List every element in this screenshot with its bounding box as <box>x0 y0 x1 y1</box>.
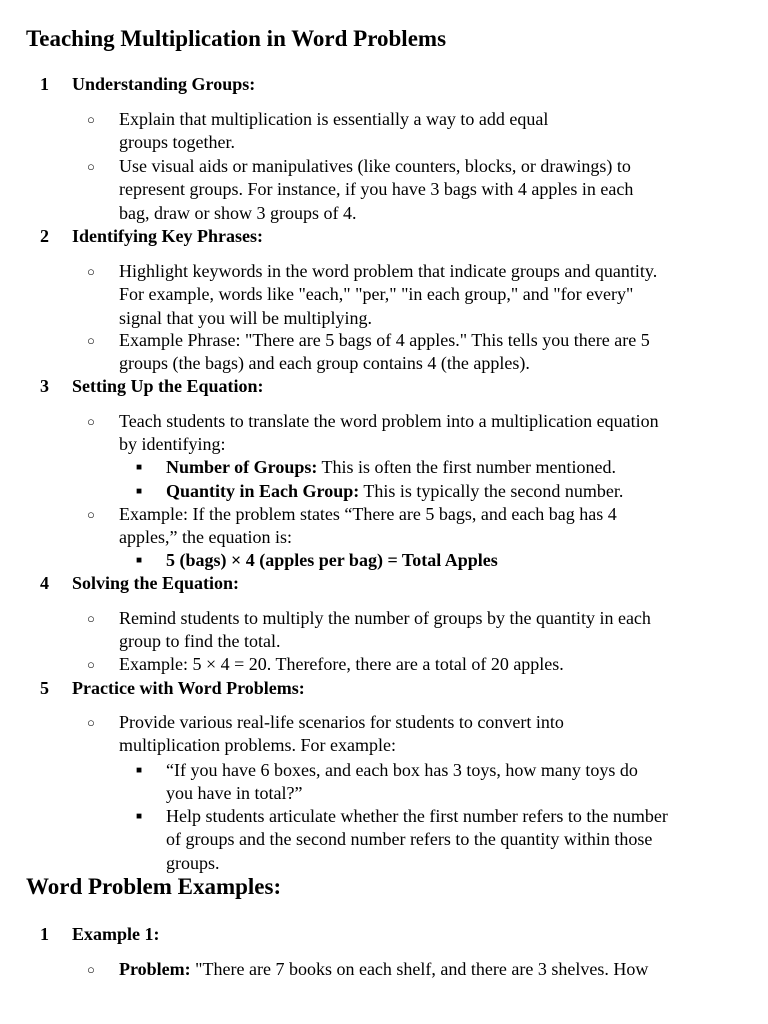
list-item-line: Example Phrase: "There are 5 bags of 4 apples." This tells you there are 5 <box>119 330 650 350</box>
list-item <box>119 503 749 550</box>
section-number: 5 <box>40 678 49 698</box>
circle-bullet-icon: ○ <box>87 611 95 626</box>
circle-bullet-icon: ○ <box>87 264 95 279</box>
square-bullet-icon: ■ <box>136 811 143 822</box>
section-number: 1 <box>40 74 49 94</box>
list-item <box>119 108 749 155</box>
circle-bullet-icon: ○ <box>87 507 95 522</box>
list-subitem-line: you have in total?” <box>166 783 303 804</box>
list-item-line: groups together. <box>119 132 235 153</box>
list-item <box>119 155 749 225</box>
list-item-line: bag, draw or show 3 groups of 4. <box>119 202 357 223</box>
list-subitem-line: of groups and the second number refers to the quantity within those <box>166 829 653 850</box>
circle-bullet-icon: ○ <box>87 414 95 429</box>
example-title: Example 1: <box>72 924 160 944</box>
list-item-line: Provide various real-life scenarios for students to convert into <box>119 712 564 732</box>
section-number: 2 <box>40 226 49 246</box>
example-number: 1 <box>40 924 49 944</box>
list-subitem <box>166 480 756 503</box>
list-item-line: represent groups. For instance, if you have 3 bags with 4 apples in each <box>119 179 634 200</box>
problem-text: "There are 7 books on each shelf, and there are 3 shelves. How <box>190 959 649 979</box>
subitem-text: This is typically the second number. <box>359 481 624 501</box>
list-subitem-equation <box>166 549 756 572</box>
list-item <box>119 329 749 376</box>
examples-heading: Word Problem Examples: <box>26 874 282 899</box>
section-title-understanding-groups: Understanding Groups: <box>72 74 256 94</box>
list-item-line: group to find the total. <box>119 631 281 652</box>
list-subitem-line: Help students articulate whether the first number refers to the number <box>166 806 668 826</box>
list-item <box>119 607 749 654</box>
list-subitem-line: “If you have 6 boxes, and each box has 3 toys, how many toys do <box>166 760 638 780</box>
square-bullet-icon: ■ <box>136 765 143 776</box>
circle-bullet-icon: ○ <box>87 657 95 672</box>
list-item-line: signal that you will be multiplying. <box>119 307 372 328</box>
list-item-line: Highlight keywords in the word problem that indicate groups and quantity. <box>119 261 658 281</box>
section-number: 3 <box>40 376 49 396</box>
list-item-line: Teach students to translate the word problem into a multiplication equation <box>119 411 659 431</box>
section-number: 4 <box>40 573 49 593</box>
square-bullet-icon: ■ <box>136 462 143 473</box>
list-item <box>119 260 749 330</box>
list-item <box>119 653 749 676</box>
list-item <box>119 711 749 758</box>
list-item-line: groups (the bags) and each group contains 4 (the apples). <box>119 353 530 374</box>
list-subitem <box>166 456 756 479</box>
list-item-line: multiplication problems. For example: <box>119 735 396 756</box>
circle-bullet-icon: ○ <box>87 962 95 977</box>
subitem-term: Quantity in Each Group: <box>166 481 360 501</box>
list-subitem-line: groups. <box>166 852 220 873</box>
circle-bullet-icon: ○ <box>87 333 95 348</box>
section-title-practice-word-problems: Practice with Word Problems: <box>72 678 305 698</box>
list-item-line: Use visual aids or manipulatives (like counters, blocks, or drawings) to <box>119 156 631 176</box>
list-item-line: For example, words like "each," "per," "in each group," and "for every" <box>119 284 634 305</box>
square-bullet-icon: ■ <box>136 486 143 497</box>
problem-label: Problem: <box>119 959 191 979</box>
circle-bullet-icon: ○ <box>87 112 95 127</box>
document-title: Teaching Multiplication in Word Problems <box>26 26 447 51</box>
section-title-setting-up-equation: Setting Up the Equation: <box>72 376 264 396</box>
section-title-solving-equation: Solving the Equation: <box>72 573 240 593</box>
list-subitem <box>166 759 756 806</box>
equation-text: 5 (bags) × 4 (apples per bag) = Total Apples <box>166 550 498 570</box>
square-bullet-icon: ■ <box>136 555 143 566</box>
list-item-line: Example: If the problem states “There are 5 bags, and each bag has 4 <box>119 504 617 524</box>
circle-bullet-icon: ○ <box>87 715 95 730</box>
list-item-line: Remind students to multiply the number of groups by the quantity in each <box>119 608 651 628</box>
list-item <box>119 410 749 457</box>
list-subitem <box>166 805 756 875</box>
list-item-line: apples,” the equation is: <box>119 527 292 548</box>
list-item-problem <box>119 958 749 981</box>
section-title-identifying-key-phrases: Identifying Key Phrases: <box>72 226 263 246</box>
subitem-term: Number of Groups: <box>166 457 318 477</box>
list-item-line: Explain that multiplication is essentially a way to add equal <box>119 109 549 129</box>
subitem-text: This is often the first number mentioned. <box>317 457 616 477</box>
circle-bullet-icon: ○ <box>87 159 95 174</box>
list-item-line: Example: 5 × 4 = 20. Therefore, there are a total of 20 apples. <box>119 654 564 674</box>
list-item-line: by identifying: <box>119 434 226 455</box>
